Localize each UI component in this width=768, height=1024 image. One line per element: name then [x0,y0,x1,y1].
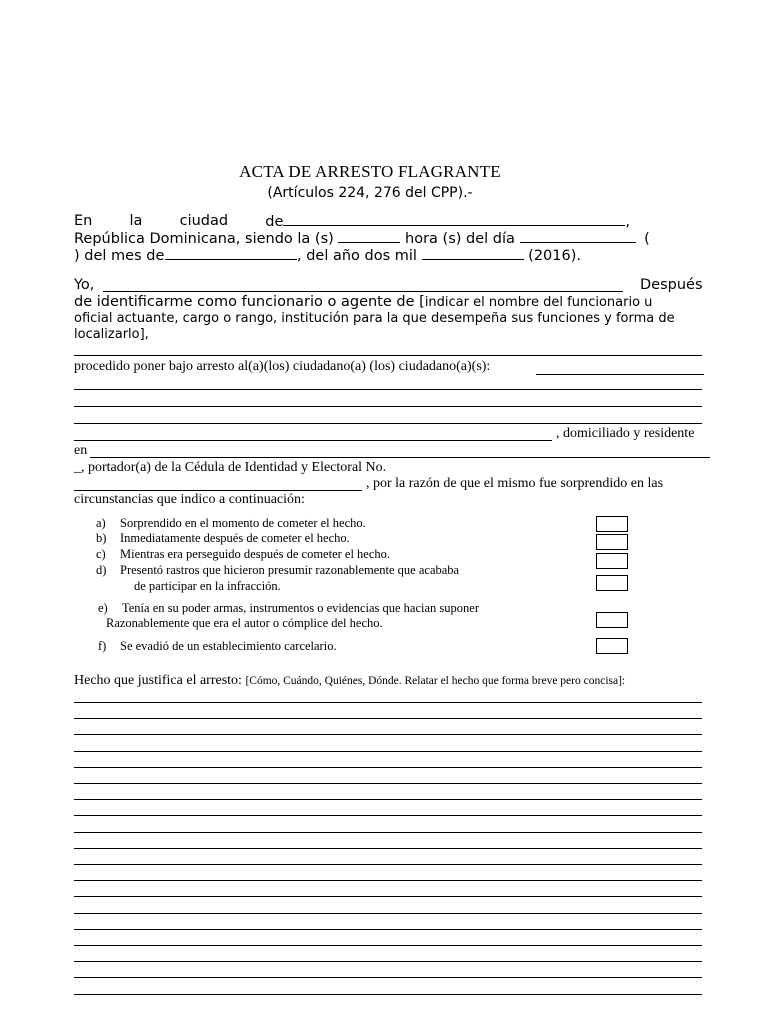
cedula-field[interactable] [74,490,362,491]
option-d-letter: d) [96,563,107,577]
option-e-letter: e) [98,601,108,615]
hecho-label: Hecho que justifica el arresto: [74,673,242,688]
option-a-text: Sorprendido en el momento de cometer el hecho. [120,516,366,530]
intro-mes-text: ) del mes de [74,248,165,264]
intro-word-de: de [265,214,284,230]
hour-field[interactable] [338,230,400,243]
option-d-text: Presentó rastros que hicieron presumir razonablemente que acababa [120,563,460,577]
option-d-text-2: de participar en la infracción. [134,579,281,593]
intro-paren-open: ( [644,231,650,247]
year-field[interactable] [422,247,524,260]
detention-domiciliado-text: , domiciliado y residente [556,426,695,441]
officer-bracket: [ [419,294,425,310]
hecho-writing-line[interactable] [74,767,702,768]
option-b-checkbox[interactable] [596,534,628,550]
intro-word-en: En [74,213,93,229]
detention-procedido-text: procedido poner bajo arresto al(a)(los) ciudadano(a) (los) ciudadano(a)(s): [74,359,491,374]
detainee-line-2[interactable] [74,406,702,407]
hecho-writing-line[interactable] [74,815,702,816]
detainee-line-4[interactable] [74,440,552,441]
intro-year-text: (2016). [528,248,581,264]
hecho-writing-line[interactable] [74,994,702,995]
officer-ident-line [74,294,652,310]
hecho-writing-line[interactable] [74,718,702,719]
officer-despues-text: Después [640,277,703,293]
detainee-line-1[interactable] [74,389,702,390]
officer-hint-1: indicar el nombre del funcionario u [424,295,653,310]
detainee-line-3[interactable] [74,423,702,424]
option-f-letter: f) [98,639,107,653]
intro-line-1 [74,213,630,230]
hecho-writing-line[interactable] [74,945,702,946]
option-d-checkbox[interactable] [596,575,628,591]
intro-republica-text: República Dominicana, siendo la (s) [74,231,334,247]
officer-name-field[interactable] [103,291,623,292]
officer-hint-3: localizarlo], [74,327,149,342]
hecho-writing-line[interactable] [74,977,702,978]
officer-hint-2: oficial actuante, cargo o rango, institución para la que desempeña sus funciones y forma de [74,311,675,326]
hecho-writing-line[interactable] [74,848,702,849]
option-f-checkbox[interactable] [596,638,628,654]
hecho-writing-line[interactable] [74,799,702,800]
hecho-writing-line[interactable] [74,929,702,930]
day-field[interactable] [520,230,636,243]
option-a-checkbox[interactable] [596,516,628,532]
option-e-checkbox[interactable] [596,612,628,628]
intro-anio-text: , del año dos mil [296,248,417,264]
document-title: ACTA DE ARRESTO FLAGRANTE [239,162,501,181]
option-e-text: Tenía en su poder armas, instrumentos o evidencias que hacian suponer [122,601,480,615]
document-subtitle: (Artículos 224, 276 del CPP).- [267,185,473,201]
hecho-writing-line[interactable] [74,734,702,735]
officer-ident-text: de identificarme como funcionario o agente de [74,294,415,310]
detention-circunstancias-text: circunstancias que indico a continuación: [74,492,305,507]
detainee-name-field[interactable] [536,374,704,375]
intro-word-ciudad: ciudad [179,213,229,229]
option-b-letter: b) [96,531,107,545]
residence-field[interactable] [90,457,710,458]
option-b-text: Inmediatamente después de cometer el hecho. [120,531,350,545]
officer-yo-label: Yo, [74,277,95,293]
detention-portador-text: _, portador(a) de la Cédula de Identidad y Electoral No. [74,460,387,475]
detention-en-label: en [74,443,88,458]
intro-city-field[interactable] [265,213,630,230]
option-c-text: Mientras era perseguido después de cometer el hecho. [120,547,391,561]
hecho-writing-line[interactable] [74,880,702,881]
hecho-writing-line[interactable] [74,961,702,962]
intro-comma: , [625,214,630,230]
option-a-letter: a) [96,516,106,530]
intro-word-la: la [129,213,143,229]
hecho-writing-line[interactable] [74,702,702,703]
month-field[interactable] [165,247,297,260]
option-f-text: Se evadió de un establecimiento carcelario. [120,639,337,653]
hecho-writing-line[interactable] [74,751,702,752]
intro-hora-text: hora (s) del día [405,231,515,247]
hecho-writing-line[interactable] [74,864,702,865]
hecho-writing-line[interactable] [74,783,702,784]
hecho-label-line [74,673,625,689]
hecho-writing-line[interactable] [74,832,702,833]
intro-line-2 [74,230,650,247]
option-e-text-2: Razonablemente que era el autor o cómplice del hecho. [106,616,383,630]
option-c-checkbox[interactable] [596,553,628,569]
hecho-writing-line[interactable] [74,896,702,897]
hecho-hint: [Cómo, Cuándo, Quiénes, Dónde. Relatar el hecho que forma breve pero concisa]: [245,675,626,687]
officer-info-line[interactable] [74,355,702,356]
option-c-letter: c) [96,547,106,561]
intro-line-3 [74,247,581,264]
detention-razon-text: , por la razón de que el mismo fue sorprendido en las [366,476,664,491]
hecho-writing-line[interactable] [74,913,702,914]
